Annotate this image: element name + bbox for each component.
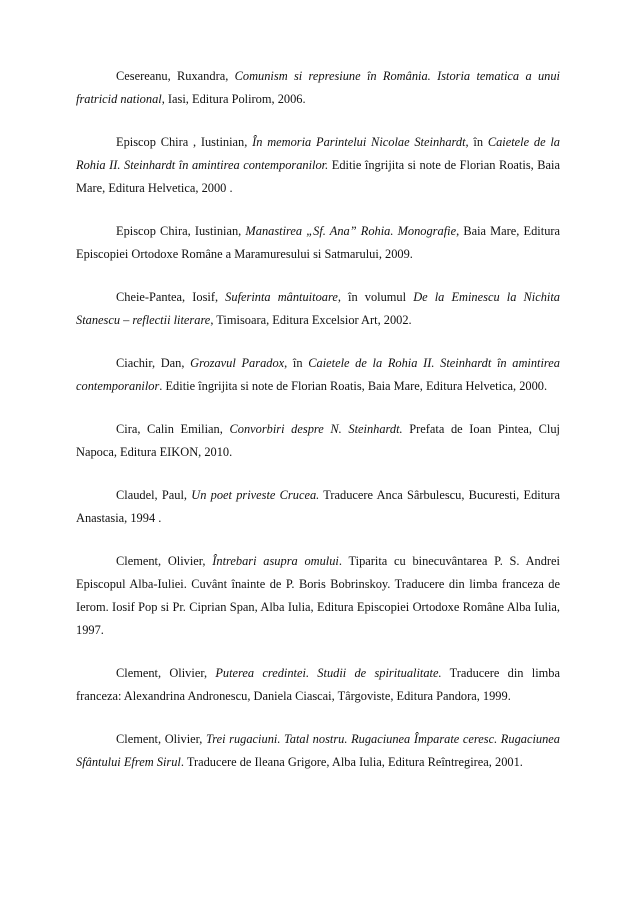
- entry-text: Episcop Chira, Iustinian,: [116, 224, 246, 238]
- entry-title-italic: Întrebari asupra omului: [212, 554, 339, 568]
- bibliography-entry: [76, 662, 560, 708]
- bibliography-entry: [76, 728, 560, 774]
- entry-title-italic: Caietele de la Rohia II. Steinhardt în amintirea contemporanilor.: [76, 135, 560, 172]
- bibliography-entry: [76, 65, 560, 111]
- entry-text: Claudel, Paul,: [116, 488, 192, 502]
- bibliography-entry: [76, 418, 560, 464]
- entry-title-italic: Comunism si represiune în România. Istoria tematica a unui fratricid national: [76, 69, 560, 106]
- entry-text: Clement, Olivier,: [116, 554, 213, 568]
- entry-title-italic: Suferinta mântuitoare: [225, 290, 338, 304]
- entry-title-italic: Manastirea „Sf. Ana” Rohia. Monografie: [245, 224, 457, 238]
- entry-title-italic: Convorbiri despre N. Steinhardt.: [229, 422, 403, 436]
- entry-title-italic: De la Eminescu la Nichita Stanescu – reflectii literare: [76, 290, 560, 327]
- entry-title-italic: Puterea credintei. Studii de spiritualitate.: [215, 666, 442, 680]
- entry-text: . Traducere de Ileana Grigore, Alba Iulia, Editura Reîntregirea, 2001.: [180, 755, 523, 769]
- entry-text: Cira, Calin Emilian,: [116, 422, 230, 436]
- bibliography-entry: [76, 286, 560, 332]
- entry-text: , Iasi, Editura Polirom, 2006.: [161, 92, 306, 106]
- bibliography-list: [76, 65, 560, 774]
- entry-text: Editie îngrijita si note de Florian Roatis, Baia Mare, Editura Helvetica, 2000 .: [76, 158, 560, 195]
- entry-title-italic: Caietele de la Rohia II. Steinhardt în amintirea contemporanilor: [76, 356, 560, 393]
- bibliography-entry: [76, 220, 560, 266]
- entry-text: . Editie îngrijita si note de Florian Roatis, Baia Mare, Editura Helvetica, 2000.: [159, 379, 548, 393]
- entry-text: Prefata de Ioan Pintea, Cluj Napoca, Editura EIKON, 2010.: [76, 422, 560, 459]
- entry-text: , în: [284, 356, 309, 370]
- bibliography-entry: [76, 352, 560, 398]
- entry-title-italic: Trei rugaciuni. Tatal nostru. Rugaciunea Împarate ceresc. Rugaciunea Sfântului Efrem Sirul: [76, 732, 560, 769]
- entry-text: , Timisoara, Editura Excelsior Art, 2002.: [210, 313, 412, 327]
- entry-text: Traducere Anca Sârbulescu, Bucuresti, Editura Anastasia, 1994 .: [76, 488, 560, 525]
- entry-title-italic: Un poet priveste Crucea.: [191, 488, 320, 502]
- bibliography-entry: [76, 550, 560, 642]
- entry-text: Clement, Olivier,: [116, 732, 207, 746]
- entry-text: Cheie-Pantea, Iosif,: [116, 290, 226, 304]
- entry-title-italic: În memoria Parintelui Nicolae Steinhardt,: [252, 135, 469, 149]
- bibliography-entry: [76, 131, 560, 200]
- entry-text: , Baia Mare, Editura Episcopiei Ortodoxe Române a Maramuresului si Satmarului, 2009.: [76, 224, 561, 261]
- entry-text: Episcop Chira , Iustinian,: [116, 135, 253, 149]
- bibliography-entry: [76, 484, 560, 530]
- entry-text: în: [468, 135, 488, 149]
- entry-text: Cesereanu, Ruxandra,: [116, 69, 235, 83]
- entry-text: Ciachir, Dan,: [116, 356, 191, 370]
- entry-text: Traducere din limba franceza: Alexandrina Andronescu, Daniela Ciascai, Târgoviste, Editura Pandora, 1999.: [76, 666, 560, 703]
- entry-text: Clement, Olivier,: [116, 666, 216, 680]
- entry-text: , în volumul: [337, 290, 414, 304]
- entry-title-italic: Grozavul Paradox: [190, 356, 285, 370]
- entry-text: . Tiparita cu binecuvântarea P. S. Andrei Episcopul Alba-Iuliei. Cuvânt înainte de P. Boris Bobrinskoy. Traducere din limba franceza de Ierom. Iosif Pop si Pr. Ciprian Span, Alba Iulia, Editura Episcopiei Ortodoxe Române Alba Iulia, 1997.: [76, 554, 560, 637]
